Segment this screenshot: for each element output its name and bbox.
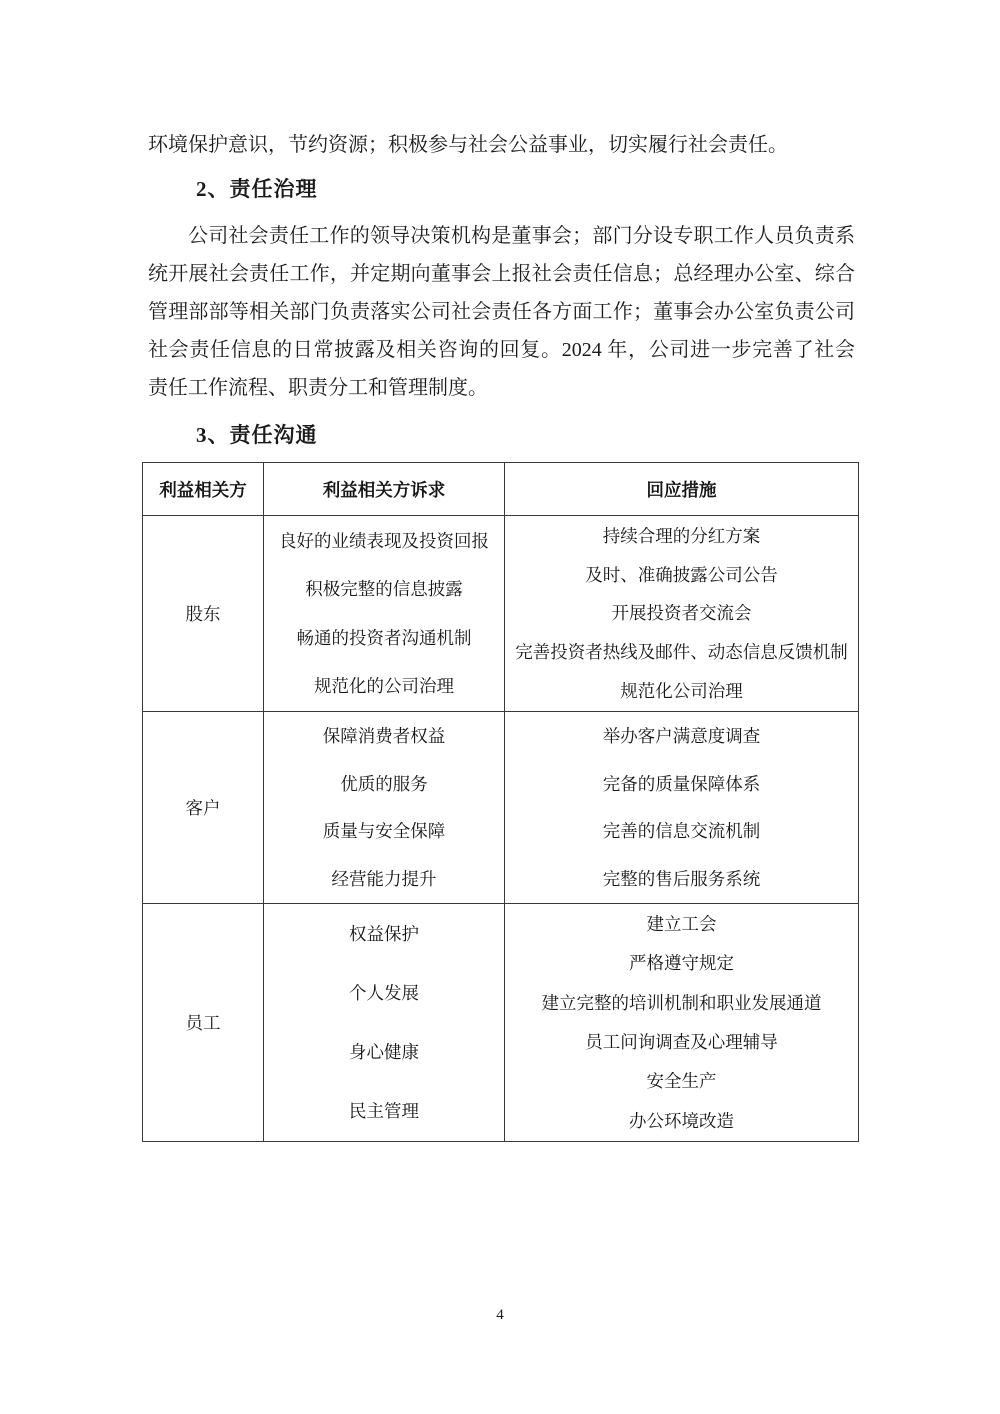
intro-paragraph-line: 环境保护意识，节约资源；积极参与社会公益事业，切实履行社会责任。 [148,134,788,156]
response-item: 完整的售后服务系统 [602,868,761,889]
response-item: 开展投资者交流会 [611,603,752,624]
demand-item: 畅通的投资者沟通机制 [296,627,472,648]
demand-item: 积极完整的信息披露 [305,579,463,600]
responses-cell [505,904,859,1142]
demand-item: 优质的服务 [340,773,428,794]
response-item: 办公环境改造 [629,1110,734,1131]
demand-item: 民主管理 [349,1101,419,1121]
paragraph-line: 社会责任信息的日常披露及相关咨询的回复。2024 年，公司进一步完善了社会 [148,339,855,361]
section-2-heading: 2、责任治理 [196,177,318,201]
demands-cell [264,904,505,1142]
response-item: 及时、准确披露公司公告 [585,564,778,585]
paragraph-line: 统开展社会责任工作，并定期向董事会上报社会责任信息；总经理办公室、综合 [148,263,855,285]
demand-item: 经营能力提升 [331,868,437,889]
paragraph-line: 管理部部等相关部门负责落实公司社会责任各方面工作；董事会办公室负责公司 [148,301,855,323]
demand-item: 良好的业绩表现及投资回报 [279,530,489,551]
table-row-shareholders [143,516,859,712]
responses-cell [505,516,859,712]
stakeholder-label: 客户 [185,798,221,818]
header-stakeholder: 利益相关方 [143,463,264,516]
response-item: 建立工会 [646,914,717,935]
page-number: 4 [496,1307,504,1323]
response-item: 完善的信息交流机制 [602,821,761,842]
demand-item: 身心健康 [349,1042,419,1062]
stakeholder-cell [143,904,264,1142]
paragraph-line: 公司社会责任工作的领导决策机构是董事会；部门分设专职工作人员负责系 [188,225,855,247]
demand-item: 权益保护 [349,924,419,944]
response-item: 完善投资者热线及邮件、动态信息反馈机制 [515,642,848,663]
stakeholder-label: 员工 [185,1013,221,1033]
demands-cell [264,516,505,712]
stakeholder-cell [143,516,264,712]
response-item: 严格遵守规定 [629,953,734,974]
demand-item: 个人发展 [349,983,419,1003]
stakeholder-label: 股东 [185,604,221,624]
response-item: 持续合理的分红方案 [602,525,761,546]
header-responses: 回应措施 [505,463,859,516]
demand-item: 质量与安全保障 [322,821,446,842]
response-item: 完备的质量保障体系 [602,773,761,794]
response-item: 举办客户满意度调查 [602,726,761,747]
response-item: 建立完整的培训机制和职业发展通道 [541,992,822,1013]
response-item: 员工问询调查及心理辅导 [585,1032,778,1053]
section-2-paragraph [148,217,855,407]
table-header-row [143,463,859,516]
response-item: 规范化公司治理 [620,681,743,702]
table-row-employees [143,904,859,1142]
responses-cell [505,712,859,904]
header-demands: 利益相关方诉求 [264,463,505,516]
demands-cell [264,712,505,904]
demand-item: 规范化的公司治理 [314,676,454,697]
response-item: 安全生产 [646,1071,717,1092]
table-row-customers [143,712,859,904]
paragraph-line: 责任工作流程、职责分工和管理制度。 [148,377,488,399]
stakeholder-communication-table [142,462,859,1142]
demand-item: 保障消费者权益 [322,726,446,747]
section-3-heading: 3、责任沟通 [196,423,318,447]
stakeholder-cell [143,712,264,904]
